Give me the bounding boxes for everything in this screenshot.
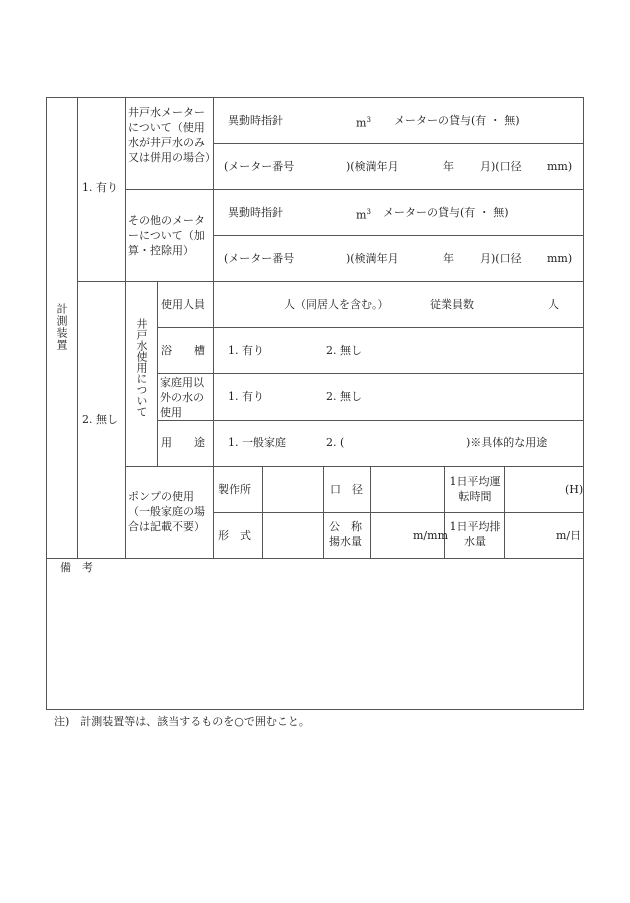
- remarks-box: [46, 558, 584, 710]
- non-home-use-label: 家庭用以外の水の使用: [160, 376, 204, 419]
- employees-label: 従業員数: [430, 298, 474, 311]
- yes-label: 1. 有り: [82, 181, 118, 194]
- bath-label: 浴 槽: [161, 344, 205, 357]
- well-mm: mm): [547, 160, 573, 173]
- bore-label: 口 径: [330, 483, 363, 496]
- users-unit: 人（同居人を含む。）: [284, 298, 389, 311]
- divider: [77, 97, 78, 559]
- divider: [77, 281, 584, 282]
- footnote: 注) 計測装置等は、該当するものを○で囲むこと。: [54, 715, 310, 728]
- well-inspect: )(検満年月: [346, 160, 399, 173]
- other-year: 年: [443, 252, 454, 265]
- other-meter-number: (メーター番号: [224, 252, 295, 265]
- divider: [213, 235, 584, 236]
- rated-lift-label: 公 称揚水量: [329, 520, 362, 548]
- pump-title: ポンプの使用（一般家庭の場合は記載不要）: [128, 490, 205, 533]
- purpose-option-home: 1. 一般家庭: [228, 436, 286, 449]
- remarks-label: 備 考: [60, 561, 93, 574]
- divider: [125, 97, 126, 559]
- maker-label: 製作所: [218, 483, 251, 496]
- well-meter-number: (メーター番号: [224, 160, 295, 173]
- no-label: 2. 無し: [82, 413, 118, 426]
- non-home-option-yes: 1. 有り: [228, 390, 264, 403]
- other-month: 月)(口径: [480, 252, 522, 265]
- well-year: 年: [443, 160, 454, 173]
- other-meter-title: その他のメーターについて（加算・控除用）: [128, 214, 205, 257]
- other-inspect: )(検満年月: [346, 252, 399, 265]
- bath-option-no: 2. 無し: [326, 344, 362, 357]
- well-use-label: 井戸水使用について: [135, 318, 148, 417]
- divider: [213, 512, 584, 513]
- hours-unit: (H): [565, 483, 584, 496]
- well-month: 月)(口径: [480, 160, 522, 173]
- divider: [157, 327, 584, 328]
- model-label: 形 式: [218, 529, 251, 542]
- well-unit: $m^3$: [356, 116, 371, 130]
- purpose-label: 用 途: [161, 436, 205, 449]
- daily-volume-label: 1日平均排水量: [449, 520, 501, 548]
- divider: [157, 373, 584, 374]
- purpose-option-other: 2. (: [326, 436, 345, 449]
- divider: [125, 466, 584, 467]
- lift-unit: m/mm: [413, 529, 448, 542]
- well-meter-title: 井戸水メーターについて（使用水が井戸水のみ又は併用の場合）: [128, 106, 216, 164]
- divider: [157, 420, 584, 421]
- bath-option-yes: 1. 有り: [228, 344, 264, 357]
- other-mm: mm): [547, 252, 573, 265]
- divider: [125, 189, 584, 190]
- other-reading-label: 異動時指針: [228, 206, 283, 219]
- well-lending: メーターの貸与(有 ・ 無): [394, 114, 520, 127]
- employees-unit: 人: [548, 298, 559, 311]
- volume-unit: m/日: [556, 529, 582, 542]
- non-home-option-no: 2. 無し: [326, 390, 362, 403]
- users-label: 使用人員: [161, 298, 205, 311]
- well-reading-label: 異動時指針: [228, 114, 283, 127]
- other-lending: メーターの貸与(有 ・ 無): [383, 206, 509, 219]
- divider: [213, 143, 584, 144]
- daily-hours-label: 1日平均運転時間: [449, 475, 501, 503]
- other-unit: $m^3$: [356, 208, 371, 222]
- purpose-note: )※具体的な用途: [466, 436, 548, 449]
- section-label: 計測装置: [55, 303, 68, 351]
